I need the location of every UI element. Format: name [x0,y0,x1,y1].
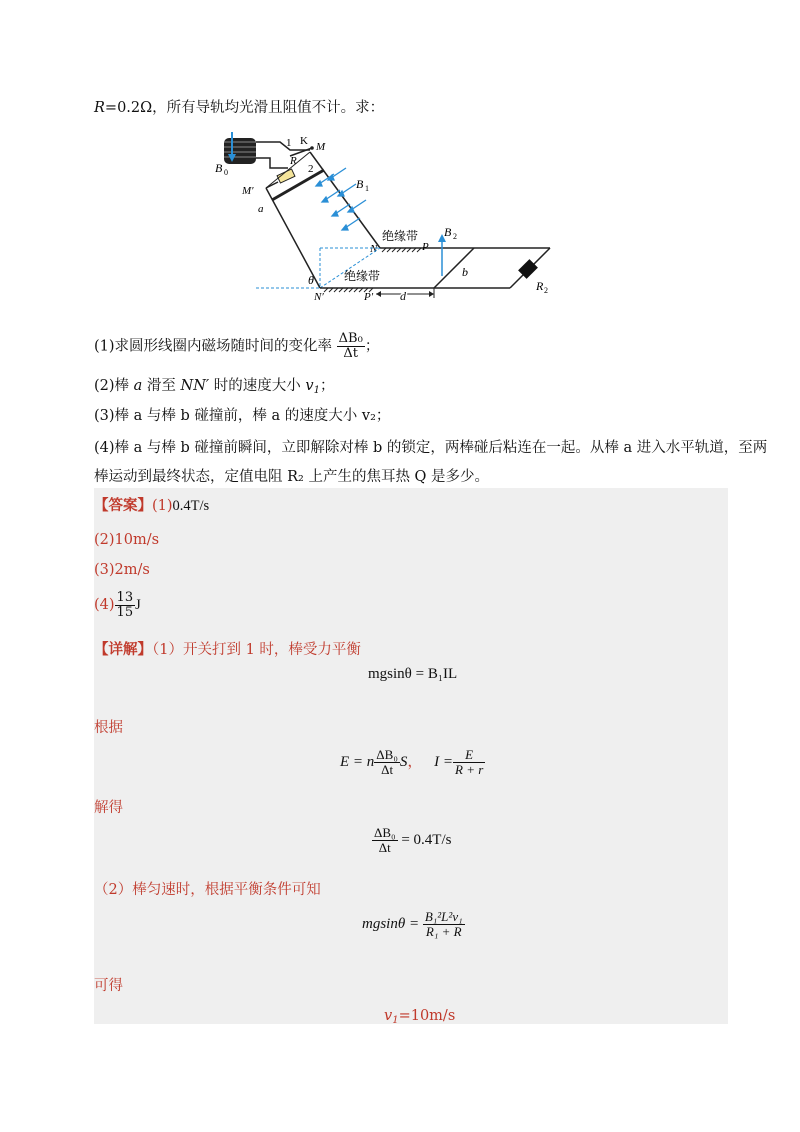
label-b0-sub: 0 [224,168,228,177]
label-b: b [462,265,468,279]
intro-r-var: R [94,100,105,116]
question-2-symbol: NN′ [180,378,210,394]
label-switch-2: 2 [308,163,314,175]
question-2-prefix: (2)棒 [94,378,134,394]
question-1-text: (1)求圆形线圈内磁场随时间的变化率 [94,338,333,355]
label-b2-sub: 2 [453,232,457,241]
label-r2-sub: 2 [544,286,548,295]
question-1-fraction [337,332,365,361]
equation-5 [384,1006,455,1031]
question-2-mid2: 时的速度大小 [209,378,306,394]
label-theta: θ [308,273,314,287]
label-a: a [258,203,264,215]
question-2-v: v [305,378,314,394]
answer-4-unit: J [135,597,141,613]
solution-step-1 [94,640,361,660]
physics-figure [210,128,570,308]
eq2a-rhs: S [399,753,408,770]
answer-4-fraction [115,591,136,620]
fraction-denominator: Δt [343,346,359,361]
eq5-v-sub: 1 [392,1015,399,1026]
label-n-prime: N′ [314,291,324,303]
equation-2 [340,748,485,777]
eq2a-num: ΔB₀ [376,747,398,762]
solution-genju: 根据 [94,720,123,736]
answer-label: 【答案】 [94,497,152,514]
solution-step-1-text: （1）开关打到 1 时，棒受力平衡 [152,642,361,658]
answer-4 [94,590,141,620]
label-b2: B [444,225,452,239]
label-m-prime: M′ [242,185,254,197]
label-b1: B [356,177,364,191]
label-switch-1: 1 [286,137,292,149]
eq2b-lhs: I = [434,753,454,770]
eq2a-den: Δt [381,762,394,777]
eq4-lhs: mgsinθ = [362,915,420,932]
eq2-separator: ， [407,753,423,770]
eq5-v: v [384,1008,393,1024]
eq2b-fraction [453,748,485,777]
solution-label: 【详解】 [94,641,152,658]
label-switch-k: K [300,135,308,147]
label-insulator-top: 绝缘带 [382,229,419,243]
equation-3 [372,826,451,855]
solution-kede: 可得 [94,978,123,994]
eq4-fraction [423,910,465,939]
equation-4 [362,910,465,939]
label-r: R [290,155,297,167]
question-2-var: a [133,378,143,394]
eq3-fraction [372,826,398,855]
equation-1: mgsinθ = B₁IL [368,666,458,682]
question-2-v-sub: 1 [313,385,320,396]
question-4-line-2: 棒运动到最终状态，定值电阻 R₂ 上产生的焦耳热 Q 是多少。 [94,469,490,485]
eq2a-fraction [374,748,400,777]
label-p: P [422,241,429,253]
answer-3: (3)2m/s [94,562,150,578]
label-b1-sub: 1 [365,184,369,193]
eq2b-num: E [453,748,485,763]
fraction-numerator: ΔB₀ [338,331,363,346]
answer-4-den: 15 [116,604,134,620]
label-d: d [400,289,406,303]
coil-icon [224,138,256,164]
label-b0: B [215,161,223,175]
question-4-line-1: (4)棒 a 与棒 b 碰撞前瞬间，立即解除对棒 b 的锁定，两棒碰后粘连在一起。从棒 a 进入水平轨道，至两 [94,440,768,456]
intro-text: =0.2Ω，所有导轨均光滑且阻值不计。求： [104,100,385,116]
answer-1-value: 0.4T/s [172,498,210,514]
eq2b-den: R + r [455,762,484,777]
eq3-rhs: = 0.4T/s [401,831,452,848]
answer-1-prefix: (1) [152,498,173,514]
label-n: N [370,243,378,255]
eq2a-lhs: E = n [340,753,375,770]
question-3: (3)棒 a 与棒 b 碰撞前，棒 a 的速度大小 v₂； [94,408,391,424]
label-insulator-bottom: 绝缘带 [344,269,381,283]
solution-jiede: 解得 [94,800,123,816]
question-1-suffix: ； [364,338,380,355]
solution-step-2: （2）棒匀速时，根据平衡条件可知 [94,882,321,898]
question-2-suffix: ； [320,378,335,394]
eq3-num: ΔB₀ [374,825,396,840]
intro-line [94,98,384,118]
answer-1 [94,496,209,516]
question-2 [94,376,335,401]
answer-4-num: 13 [116,589,134,605]
answer-2: (2)10m/s [94,532,160,548]
question-1 [94,332,379,361]
label-r2: R [536,279,544,293]
eq5-rhs: =10m/s [398,1008,456,1024]
question-2-mid: 滑至 [142,378,181,394]
answer-4-prefix: (4) [94,597,115,613]
eq3-den: Δt [378,840,391,855]
eq4-num: B₁²L²v₁ [424,909,463,924]
label-p-prime: P′ [364,291,374,303]
eq4-den: R₁ + R [425,924,462,939]
label-m: M [316,141,326,153]
